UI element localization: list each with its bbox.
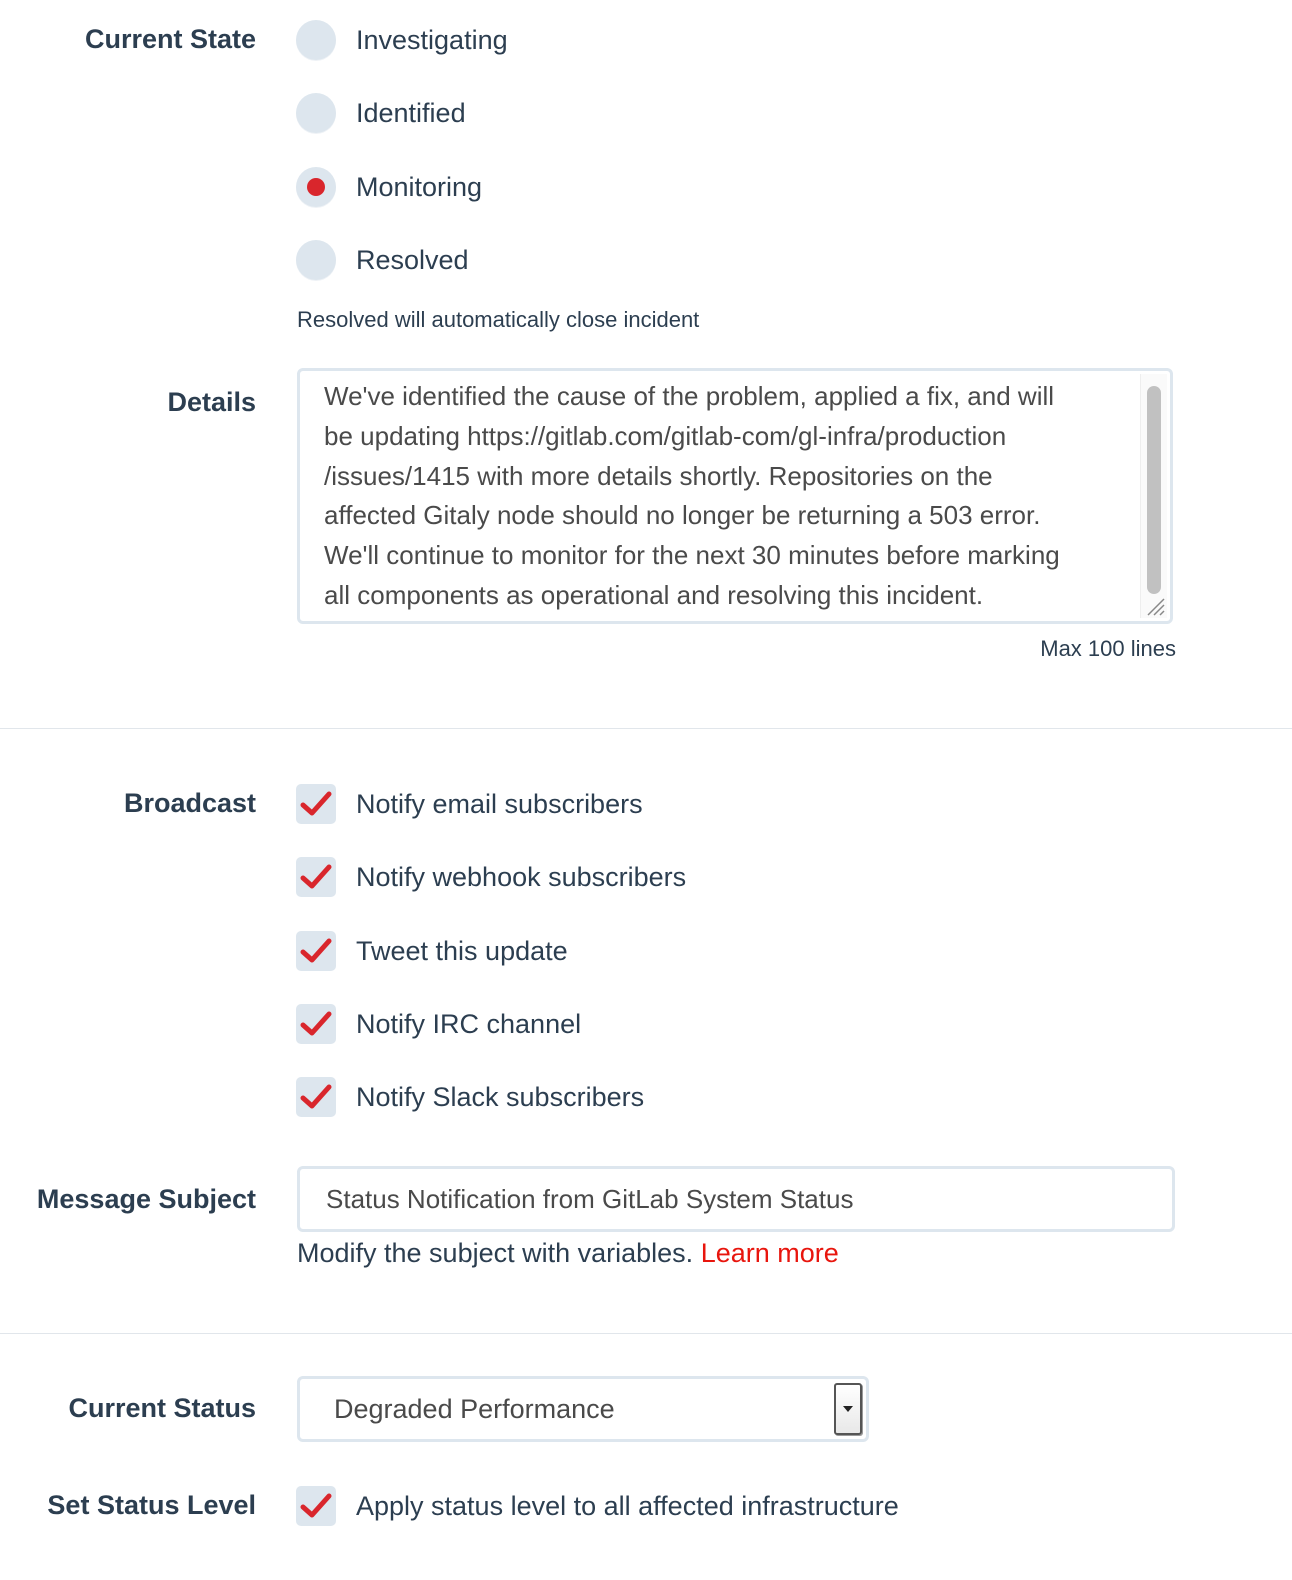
checkmark-icon — [300, 1010, 332, 1038]
checkbox-label: Tweet this update — [356, 935, 568, 966]
checkbox-box[interactable] — [296, 1486, 336, 1526]
checkbox-label: Notify webhook subscribers — [356, 861, 687, 892]
checkbox-apply-status-level[interactable] — [296, 1484, 899, 1528]
radio-label: Resolved — [356, 244, 469, 275]
scrollbar-thumb[interactable] — [1147, 386, 1161, 594]
checkbox-box[interactable] — [296, 1077, 336, 1117]
details-text[interactable] — [324, 377, 1140, 616]
details-line: We've identified the cause of the problem, applied a fix, and will — [324, 381, 1055, 411]
resolved-hint: Resolved will automatically close incident — [297, 307, 700, 332]
radio-label: Investigating — [356, 24, 508, 55]
checkbox-tweet-update[interactable] — [296, 929, 568, 973]
dropdown-arrow-icon[interactable] — [834, 1383, 862, 1435]
checkbox-notify-irc[interactable] — [296, 1002, 581, 1046]
checkbox-box[interactable] — [296, 1004, 336, 1044]
broadcast-label: Broadcast — [123, 788, 256, 818]
checkmark-icon — [300, 1492, 332, 1520]
radio-investigating[interactable] — [296, 18, 508, 62]
resize-handle-icon[interactable] — [1144, 595, 1166, 617]
details-line: We'll continue to monitor for the next 30 minutes before marking — [324, 540, 1060, 571]
details-line: /issues/1415 with more details shortly. Repositories on the — [324, 460, 993, 491]
section-divider — [0, 1333, 1292, 1334]
radio-circle[interactable] — [296, 93, 336, 133]
checkbox-label: Notify email subscribers — [356, 788, 643, 819]
learn-more-link[interactable]: Learn more — [700, 1238, 839, 1268]
radio-label: Monitoring — [356, 171, 483, 202]
checkbox-notify-webhook[interactable] — [296, 855, 686, 899]
radio-selected-dot — [307, 178, 325, 196]
checkbox-label: Apply status level to all affected infrastructure — [356, 1490, 899, 1521]
subject-hint-text: Modify the subject with variables. — [297, 1238, 694, 1268]
checkbox-box[interactable] — [296, 931, 336, 971]
max-lines-hint: Max 100 lines — [1040, 636, 1176, 661]
checkmark-icon — [300, 937, 332, 965]
radio-circle[interactable] — [296, 240, 336, 280]
details-line: be updating https://gitlab.com/gitlab-com/gl-infra/production — [324, 420, 1007, 451]
radio-monitoring[interactable] — [296, 165, 482, 209]
radio-resolved[interactable] — [296, 238, 469, 282]
checkbox-box[interactable] — [296, 784, 336, 824]
status-level-label: Set Status Level — [47, 1490, 256, 1520]
current-state-label: Current State — [84, 24, 256, 54]
radio-label: Identified — [356, 97, 466, 128]
message-subject-label: Message Subject — [36, 1184, 256, 1214]
details-label: Details — [167, 387, 256, 417]
details-textarea[interactable] — [297, 368, 1173, 624]
radio-identified[interactable] — [296, 91, 466, 135]
section-divider — [0, 728, 1292, 729]
details-line: affected Gitaly node should no longer be returning a 503 error. — [324, 500, 1041, 531]
current-status-label: Current Status — [68, 1393, 256, 1423]
current-status-value: Degraded Performance — [334, 1393, 615, 1424]
details-line: all components as operational and resolving this incident. — [324, 579, 984, 610]
checkmark-icon — [300, 790, 332, 818]
checkbox-notify-slack[interactable] — [296, 1075, 644, 1119]
subject-hint — [297, 1238, 839, 1269]
checkbox-notify-email[interactable] — [296, 782, 643, 826]
checkmark-icon — [300, 1083, 332, 1111]
details-scrollbar[interactable] — [1140, 374, 1167, 618]
radio-circle-selected[interactable] — [296, 167, 336, 207]
message-subject-input[interactable] — [297, 1166, 1175, 1232]
checkbox-label: Notify IRC channel — [356, 1008, 582, 1039]
checkmark-icon — [300, 863, 332, 891]
current-status-select[interactable] — [297, 1376, 869, 1442]
radio-circle[interactable] — [296, 20, 336, 60]
checkbox-box[interactable] — [296, 857, 336, 897]
checkbox-label: Notify Slack subscribers — [356, 1081, 645, 1112]
